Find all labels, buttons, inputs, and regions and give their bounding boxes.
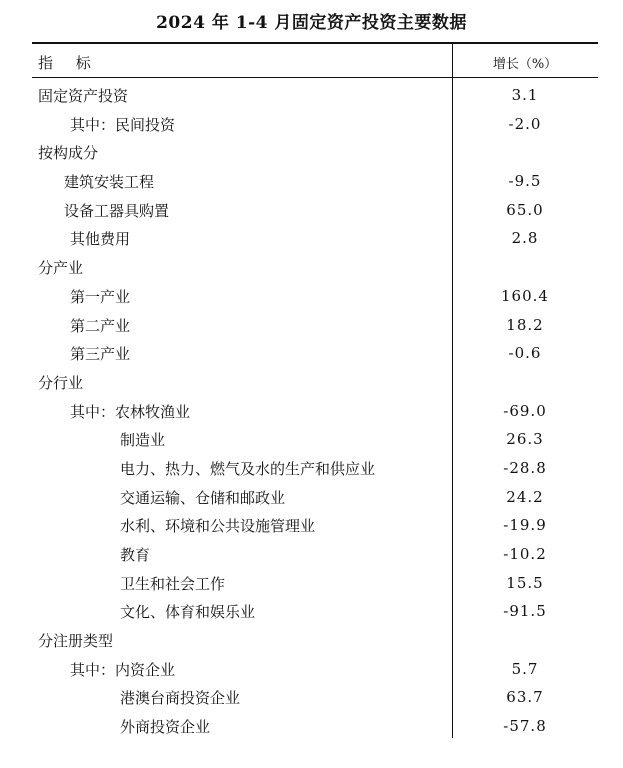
row-label: 制造业 [120,431,166,450]
row-value: -91.5 [503,602,547,621]
row-value: -19.9 [503,516,547,535]
table-row [32,81,598,110]
row-value: 24.2 [506,487,544,506]
table-row [32,626,598,655]
row-label: 外商投资企业 [120,718,211,737]
row-value: 63.7 [506,688,544,707]
row-value: -57.8 [503,717,547,736]
row-label: 交通运输、仓储和邮政业 [120,488,286,507]
row-label: 分行业 [38,373,84,392]
table-row [32,511,598,540]
table-row [32,167,598,196]
row-value: -69.0 [503,401,547,420]
row-label: 固定资产投资 [38,87,129,105]
row-label: 第一产业 [70,287,131,306]
table-row [32,454,598,483]
table-row [32,110,598,139]
table-row [32,540,598,569]
row-label: 第二产业 [70,316,131,335]
row-value: -9.5 [508,172,542,191]
table-header [32,44,598,78]
row-value: 160.4 [501,286,549,305]
row-value: 15.5 [506,573,544,592]
row-label: 其中：民间投资 [70,115,176,134]
row-label: 分注册类型 [38,632,114,651]
row-label: 第三产业 [70,345,131,364]
row-label: 教育 [120,546,151,564]
row-value: 26.3 [506,430,544,449]
table-row [32,597,598,626]
header-growth: 增长（%） [492,57,558,72]
row-label: 港澳台商投资企业 [120,689,241,708]
table-row [32,282,598,311]
row-label: 卫生和社会工作 [120,574,226,593]
row-value: -28.8 [503,458,547,477]
row-label: 电力、热力、燃气及水的生产和供应业 [120,459,376,478]
table-row [32,425,598,454]
row-value: 18.2 [506,315,544,334]
row-label: 分产业 [38,259,84,278]
row-label: 按构成分 [38,144,99,163]
table-row [32,712,598,741]
row-label: 水利、环境和公共设施管理业 [120,517,316,536]
row-label: 其他费用 [70,230,131,249]
row-value: -0.6 [508,344,542,363]
table-row [32,483,598,512]
row-label: 其中：内资企业 [70,660,176,679]
row-value: 3.1 [511,86,539,104]
header-indicator: 指 标 [38,54,91,72]
row-label: 建筑安装工程 [64,173,155,192]
row-value: 2.8 [511,229,539,248]
table-row [32,138,598,167]
table-row [32,311,598,340]
table-title: 2024 年 1-4 月固定资产投资主要数据 [156,13,467,33]
table-row [32,368,598,397]
row-value: -10.2 [503,545,547,563]
table-body [32,81,598,741]
table-row [32,339,598,368]
table-row [32,397,598,426]
row-label: 其中：农林牧渔业 [70,402,191,421]
table-row [32,683,598,712]
table-row [32,655,598,684]
row-value: -2.0 [508,114,542,133]
table-row [32,224,598,253]
row-value: 65.0 [506,200,544,219]
table-row [32,196,598,225]
row-label: 文化、体育和娱乐业 [120,603,256,622]
row-value: 5.7 [511,659,539,678]
row-label: 设备工器具购置 [64,201,170,220]
table-row [32,253,598,282]
table-row [32,569,598,598]
